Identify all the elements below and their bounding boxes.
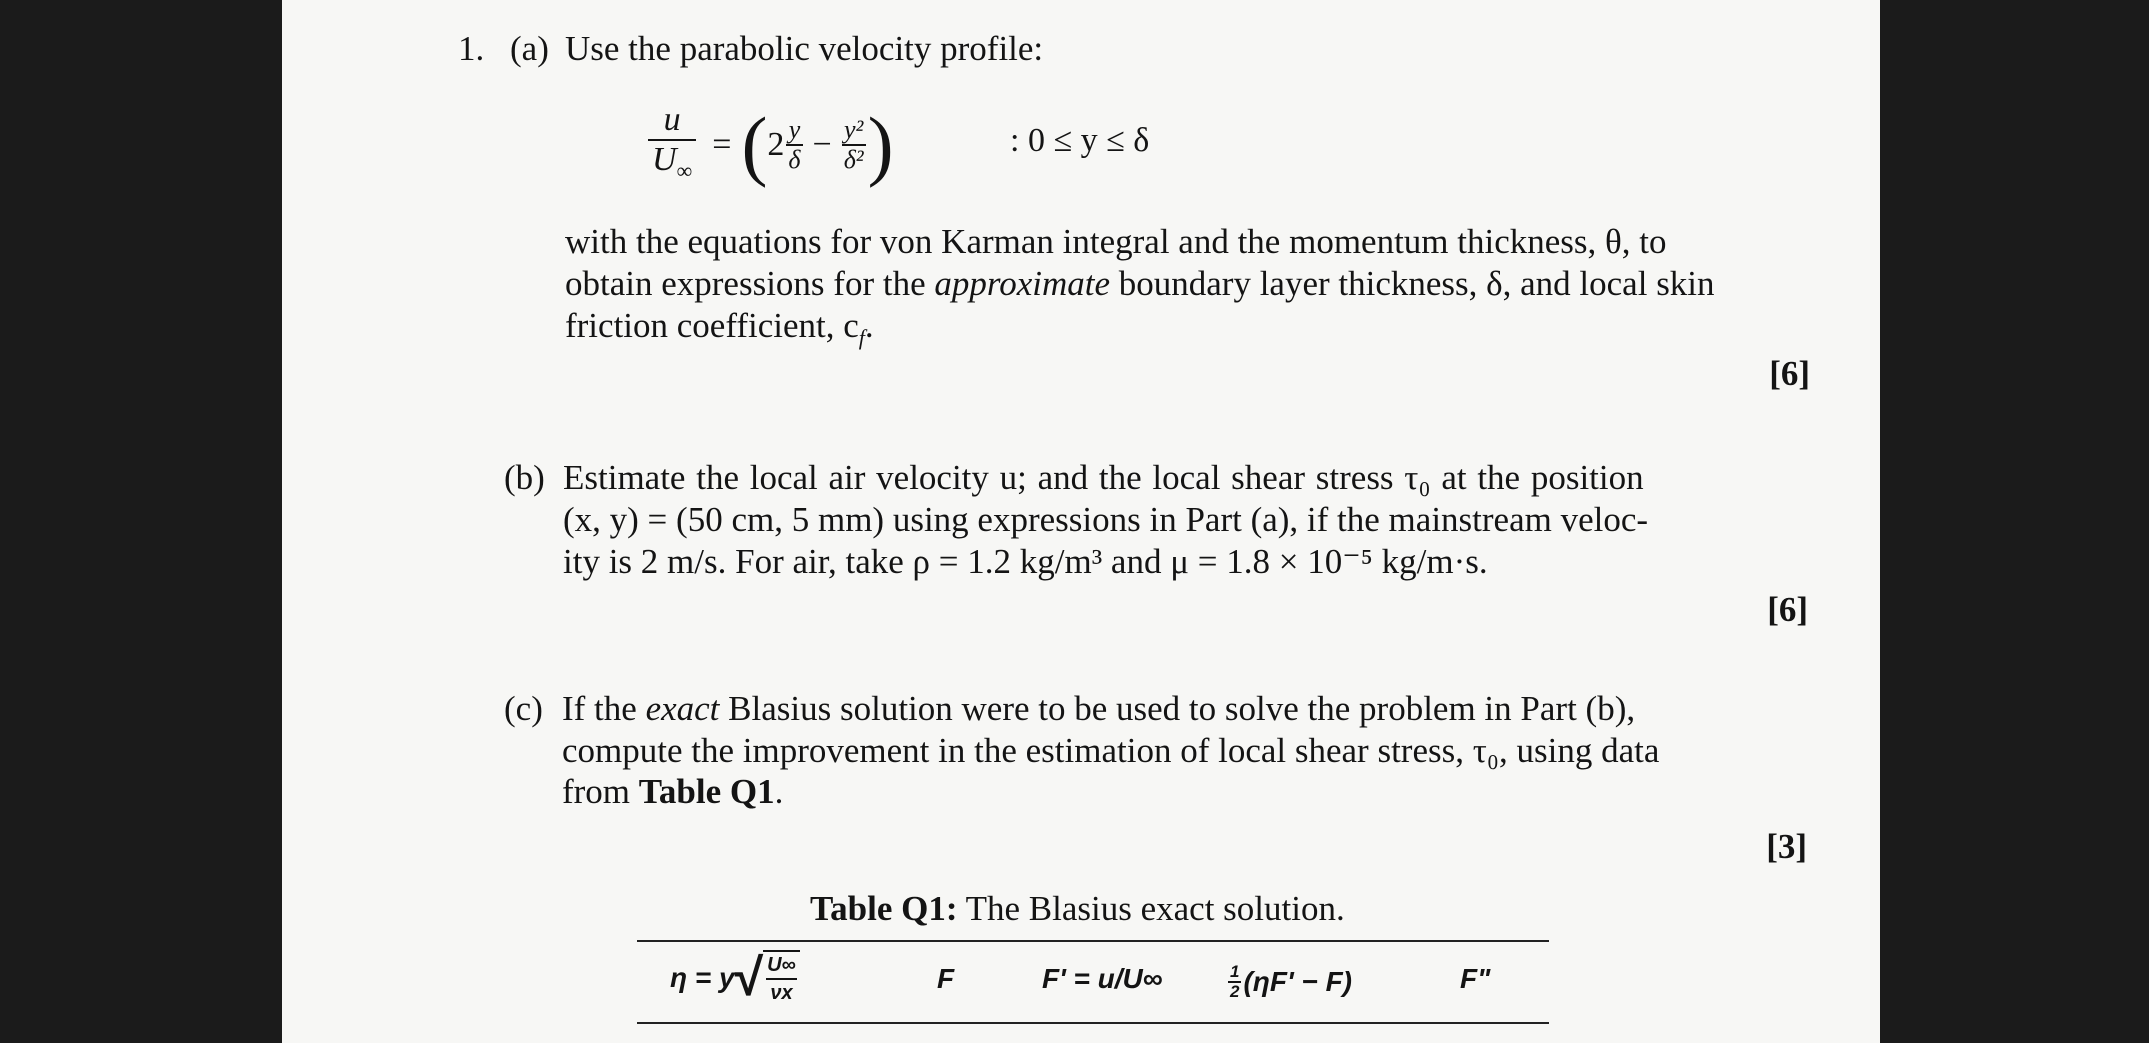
table-caption: Table Q1: The Blasius exact solution. xyxy=(810,889,1345,928)
part-a-line-3: friction coefficient, $c_f$. xyxy=(565,306,874,350)
part-b-line-1: Estimate the local air velocity u; and the local shear stress τ₀ at the position xyxy=(563,458,1644,497)
equation-condition: : 0 ≤ y ≤ δ xyxy=(1010,122,1150,159)
part-a-label: (a) xyxy=(510,29,549,68)
table-header-fdoubleprime: F" xyxy=(1460,963,1491,994)
table-header-rule xyxy=(637,1022,1549,1024)
part-c-line-3: from Table Q1. xyxy=(562,772,784,811)
lhs-fraction: $\frac{u}{U_\infty}$ xyxy=(648,101,696,190)
table-header-f: F xyxy=(937,963,955,994)
part-b-line-3: ity is 2 m/s. For air, take ρ = 1.2 kg/m³ and μ = 1.8 × 10⁻⁵ kg/m·s. xyxy=(563,542,1488,581)
document-page xyxy=(282,0,1880,1043)
term1-fraction: $\frac{y}{\delta}$ xyxy=(788,115,801,174)
part-c-label: (c) xyxy=(504,689,543,728)
part-c-line-1: If the exact Blasius solution were to be used to solve the problem in Part (b), xyxy=(562,689,1636,728)
part-a-intro: Use the parabolic velocity profile: xyxy=(565,29,1044,68)
part-a-line-2: obtain expressions for the approximate boundary layer thickness, δ, and local skin xyxy=(565,264,1715,303)
velocity-profile-equation: $\frac{u}{U_\infty}$ = ( 2 $\frac{y}{\delta}$ − $\frac{\text{y²}}{\text{δ²}}$ ) xyxy=(642,95,894,195)
table-header-eta: η = y √ U∞ νx xyxy=(670,946,800,1010)
part-c-line-2: compute the improvement in the estimation of local shear stress, τ₀, using data xyxy=(562,731,1660,770)
question-number: 1. xyxy=(458,29,485,68)
table-header-half-term: $\frac{1}{2}$ (ηF' − F) xyxy=(1230,962,1352,1001)
term2-fraction: $\frac{\text{y²}}{\text{δ²}}$ xyxy=(843,115,864,174)
part-b-label: (b) xyxy=(504,458,545,497)
part-b-line-2: (x, y) = (50 cm, 5 mm) using expressions in Part (a), if the mainstream veloc- xyxy=(563,500,1649,539)
table-header-fprime: F' = u/U∞ xyxy=(1042,963,1163,994)
part-a-line-1: with the equations for von Karman integral and the momentum thickness, θ, to xyxy=(565,222,1667,261)
part-b-marks: [6] xyxy=(1767,590,1808,629)
part-a-marks: [6] xyxy=(1769,354,1810,393)
part-c-marks: [3] xyxy=(1766,827,1807,866)
table-top-rule xyxy=(637,940,1549,942)
